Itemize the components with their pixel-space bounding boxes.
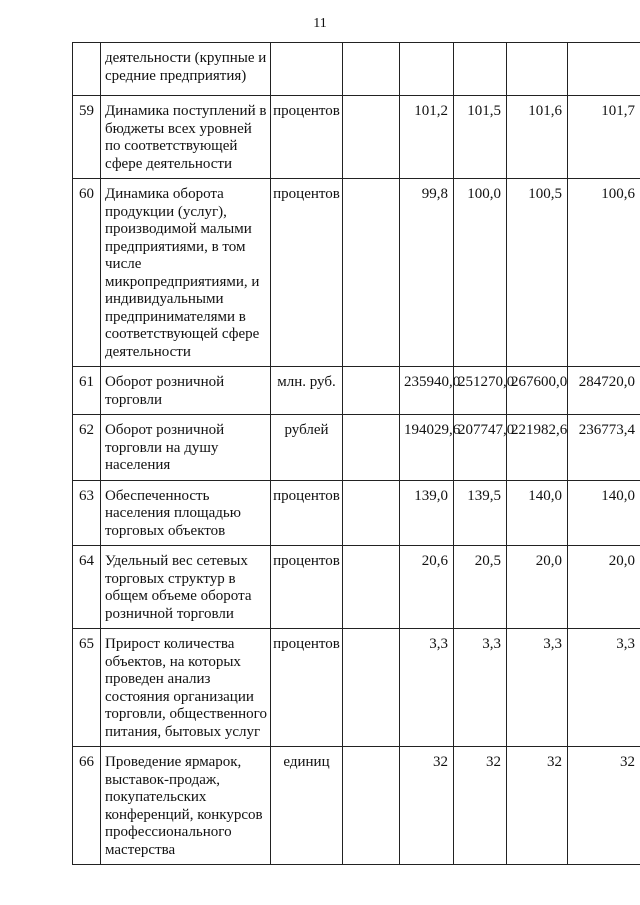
row-number: 60	[73, 179, 101, 367]
value-cell	[400, 179, 454, 367]
indicator-name: деятельности (крупные и средние предприятия)	[101, 43, 271, 96]
value-text: 101,7	[601, 103, 635, 119]
unit-cell	[271, 43, 343, 96]
value-text: 3,3	[482, 636, 501, 652]
value-cell	[454, 747, 507, 865]
table-row	[73, 179, 640, 367]
value-text: 207747,0	[458, 422, 515, 438]
value-text: 100,5	[528, 186, 562, 202]
value-cell	[507, 43, 568, 96]
value-cell	[507, 480, 568, 546]
value-cell	[400, 415, 461, 481]
table-row	[73, 629, 640, 747]
row-number: 62	[73, 415, 101, 481]
unit-cell: процентов	[271, 629, 343, 747]
indicator-name: Прирост количества объектов, на которых проведен анализ состояния организации торговли, общественного питания, бытовых услуг	[101, 629, 271, 747]
value-text: 32	[486, 754, 501, 770]
value-cell	[507, 367, 568, 415]
indicator-name: Динамика поступлений в бюджеты всех уровней по соответствующей сфере деятельности	[101, 96, 271, 179]
table-row	[73, 480, 640, 546]
unit-cell: млн. руб.	[271, 367, 343, 415]
empty-cell	[343, 179, 400, 367]
value-cell	[507, 96, 568, 179]
value-cell	[507, 629, 568, 747]
value-cell	[400, 629, 454, 747]
value-cell	[454, 546, 507, 629]
value-cell	[507, 546, 568, 629]
value-cell	[400, 546, 454, 629]
empty-cell	[343, 629, 400, 747]
value-text: 236773,4	[578, 422, 635, 438]
page-number: 11	[313, 16, 327, 31]
value-cell	[568, 96, 640, 179]
value-cell	[568, 546, 640, 629]
value-cell	[454, 415, 515, 481]
value-text: 101,6	[528, 103, 562, 119]
table-row	[73, 546, 640, 629]
value-cell	[568, 629, 640, 747]
unit-cell: единиц	[271, 747, 343, 865]
value-text: 3,3	[543, 636, 562, 652]
table-row	[73, 367, 640, 415]
value-cell	[507, 179, 568, 367]
value-cell	[454, 367, 515, 415]
indicator-name: Удельный вес сетевых торговых структур в общем объеме оборота розничной торговли	[101, 546, 271, 629]
row-number	[73, 43, 101, 96]
indicator-name: Обеспеченность населения площадью торговых объектов	[101, 480, 271, 546]
table-row	[73, 747, 640, 865]
empty-cell	[343, 96, 400, 179]
row-number: 65	[73, 629, 101, 747]
value-text: 101,2	[414, 103, 448, 119]
indicator-name: Динамика оборота продукции (услуг), производимой малыми предприятиями, в том числе микропредприятиями, и индивидуальными предпринимателями в соответствующей сфере деятельности	[101, 179, 271, 367]
indicator-name: Оборот розничной торговли	[101, 367, 271, 415]
value-cell	[568, 747, 640, 865]
value-text: 235940,0	[404, 374, 461, 390]
row-number: 63	[73, 480, 101, 546]
unit-cell: процентов	[271, 96, 343, 179]
row-number: 64	[73, 546, 101, 629]
unit-cell: процентов	[271, 546, 343, 629]
value-text: 3,3	[429, 636, 448, 652]
unit-cell: процентов	[271, 179, 343, 367]
empty-cell	[343, 546, 400, 629]
value-cell	[568, 415, 640, 481]
value-text: 3,3	[616, 636, 635, 652]
value-cell	[400, 747, 454, 865]
row-number: 66	[73, 747, 101, 865]
row-number: 59	[73, 96, 101, 179]
value-cell	[454, 629, 507, 747]
value-cell	[454, 179, 507, 367]
value-cell	[400, 367, 461, 415]
table-row	[73, 415, 640, 481]
empty-cell	[343, 747, 400, 865]
value-text: 284720,0	[578, 374, 635, 390]
value-text: 140,0	[528, 487, 562, 504]
value-text: 100,6	[601, 186, 635, 202]
indicator-name: Проведение ярмарок, выставок-продаж, покупательских конференций, конкурсов профессионального мастерства	[101, 747, 271, 865]
value-text: 140,0	[601, 487, 635, 504]
value-text: 139,0	[414, 487, 448, 504]
value-text: 20,6	[421, 553, 448, 569]
value-text: 101,5	[467, 103, 501, 119]
indicator-name: Оборот розничной торговли на душу населения	[101, 415, 271, 481]
indicators-table	[72, 42, 640, 865]
value-cell	[400, 43, 454, 96]
value-text: 99,8	[421, 186, 448, 202]
value-text: 32	[547, 754, 562, 770]
value-text: 20,5	[474, 553, 501, 569]
table-row	[73, 43, 640, 96]
value-cell	[507, 747, 568, 865]
value-text: 139,5	[467, 487, 501, 504]
value-text: 221982,6	[511, 422, 568, 438]
unit-cell: процентов	[271, 480, 343, 546]
empty-cell	[343, 415, 400, 481]
value-text: 100,0	[467, 186, 501, 202]
value-cell	[568, 43, 640, 96]
value-cell	[454, 480, 507, 546]
value-text: 251270,0	[458, 374, 515, 390]
row-number: 61	[73, 367, 101, 415]
value-text: 32	[433, 754, 448, 770]
value-cell	[507, 415, 568, 481]
value-cell	[400, 480, 454, 546]
value-cell	[568, 367, 640, 415]
unit-cell: рублей	[271, 415, 343, 481]
empty-cell	[343, 43, 400, 96]
value-cell	[568, 179, 640, 367]
value-text: 20,0	[608, 553, 635, 569]
empty-cell	[343, 367, 400, 415]
value-cell	[454, 43, 507, 96]
value-text: 32	[620, 754, 635, 770]
value-text: 194029,6	[404, 422, 461, 438]
value-cell	[454, 96, 507, 179]
empty-cell	[343, 480, 400, 546]
table-row	[73, 96, 640, 179]
value-text: 267600,0	[511, 374, 568, 390]
value-cell	[568, 480, 640, 546]
value-cell	[400, 96, 454, 179]
value-text: 20,0	[535, 553, 562, 569]
